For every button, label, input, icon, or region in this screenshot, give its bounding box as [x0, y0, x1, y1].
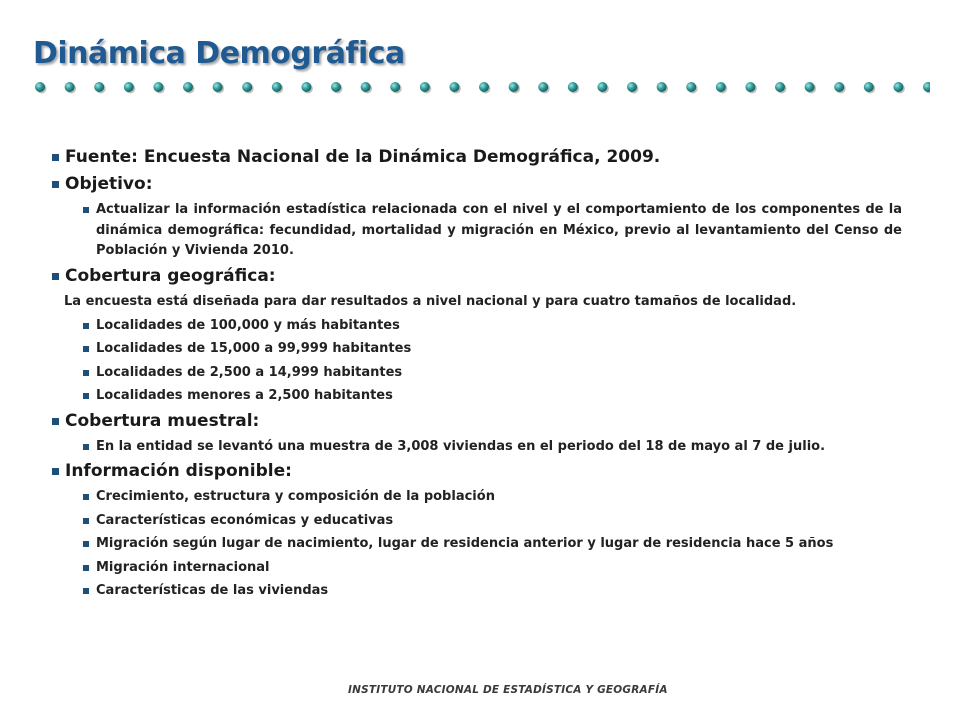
bullet-square-icon — [83, 494, 89, 500]
bullet-fuente — [52, 146, 902, 168]
informacion-item — [52, 487, 902, 508]
divider-dot — [124, 82, 134, 92]
localidad-text: Localidades de 100,000 y más habitantes — [96, 317, 400, 333]
divider-dot — [627, 82, 637, 92]
content-body — [52, 146, 902, 605]
cobertura-muestral-heading: Cobertura muestral: — [65, 410, 260, 431]
divider-dot — [420, 82, 430, 92]
divider-dot — [538, 82, 548, 92]
bullet-square-icon — [83, 588, 89, 594]
divider-dot — [35, 82, 45, 92]
bullet-square-icon — [83, 444, 89, 450]
divider-dot — [686, 82, 696, 92]
fuente-text: Fuente: Encuesta Nacional de la Dinámica Demográfica, 2009. — [65, 147, 661, 167]
divider-dot — [745, 82, 755, 92]
divider-dot — [509, 82, 519, 92]
objetivo-heading: Objetivo: — [65, 174, 153, 194]
dotted-divider — [30, 77, 930, 97]
localidad-text: Localidades de 2,500 a 14,999 habitantes — [96, 364, 403, 380]
informacion-text: Migración según lugar de nacimiento, lugar de residencia anterior y lugar de residencia hace 5 años — [96, 536, 834, 551]
divider-dot — [834, 82, 844, 92]
divider-dot — [597, 82, 607, 92]
page-title: Dinámica Demográfica — [33, 36, 405, 71]
divider-dot — [568, 82, 578, 92]
bullet-square-icon — [52, 468, 59, 475]
informacion-text: Migración internacional — [96, 559, 270, 575]
bullet-square-icon — [83, 207, 89, 213]
divider-dot — [893, 82, 903, 92]
divider-dot — [153, 82, 163, 92]
bullet-square-icon — [83, 518, 89, 524]
informacion-text: Crecimiento, estructura y composición de la población — [96, 489, 495, 504]
objetivo-text: Actualizar la información estadística relacionada con el nivel y el comportamiento de los componentes de la dinámica demográfica: fecundidad, mortalidad y migración en México, previo al levantamiento del Censo de Población y Vivienda 2010. — [96, 202, 902, 258]
informacion-item — [52, 581, 902, 602]
divider-dot — [775, 82, 785, 92]
divider-dot — [272, 82, 282, 92]
divider-dot — [213, 82, 223, 92]
localidad-text: Localidades de 15,000 a 99,999 habitantes — [96, 341, 412, 356]
bullet-square-icon — [52, 418, 59, 425]
divider-dot — [716, 82, 726, 92]
objetivo-item — [52, 200, 902, 262]
divider-dot — [479, 82, 489, 92]
divider-dot — [923, 82, 930, 92]
bullet-cobertura-muestral — [52, 410, 902, 432]
localidad-item — [52, 363, 902, 384]
bullet-square-icon — [52, 154, 59, 161]
localidad-text: Localidades menores a 2,500 habitantes — [96, 388, 393, 403]
bullet-square-icon — [83, 323, 89, 329]
divider-dot — [805, 82, 815, 92]
cobertura-geografica-heading: Cobertura geográfica: — [65, 265, 276, 286]
footer-institution: INSTITUTO NACIONAL DE ESTADÍSTICA Y GEOGRAFÍA — [348, 684, 668, 696]
cobertura-muestral-text: En la entidad se levantó una muestra de 3,008 viviendas en el periodo del 18 de mayo al 7 de julio. — [96, 438, 826, 454]
bullet-objetivo — [52, 173, 902, 195]
localidad-item — [52, 339, 902, 360]
divider-dot — [301, 82, 311, 92]
divider-dot — [361, 82, 371, 92]
cobertura-geografica-intro: La encuesta está diseñada para dar resultados a nivel nacional y para cuatro tamaños de localidad. — [64, 293, 797, 309]
bullet-square-icon — [83, 565, 89, 571]
divider-dot — [864, 82, 874, 92]
informacion-text: Características de las viviendas — [96, 583, 329, 598]
bullet-square-icon — [83, 346, 89, 352]
bullet-square-icon — [83, 541, 89, 547]
localidad-item — [52, 386, 902, 407]
divider-dot — [657, 82, 667, 92]
divider-dot — [242, 82, 252, 92]
bullet-cobertura-geografica — [52, 265, 902, 287]
divider-dot — [65, 82, 75, 92]
bullet-square-icon — [52, 181, 59, 188]
bullet-square-icon — [83, 393, 89, 399]
bullet-square-icon — [52, 273, 59, 280]
divider-dot — [449, 82, 459, 92]
informacion-heading: Información disponible: — [65, 461, 292, 481]
bullet-square-icon — [83, 370, 89, 376]
informacion-text: Características económicas y educativas — [96, 512, 394, 528]
informacion-item — [52, 511, 902, 532]
divider-dot — [183, 82, 193, 92]
divider-dot — [94, 82, 104, 92]
divider-dot — [390, 82, 400, 92]
localidad-item — [52, 316, 902, 337]
informacion-item — [52, 558, 902, 579]
informacion-item — [52, 534, 902, 555]
bullet-informacion — [52, 460, 902, 482]
cobertura-muestral-item — [52, 437, 902, 458]
divider-dot — [331, 82, 341, 92]
